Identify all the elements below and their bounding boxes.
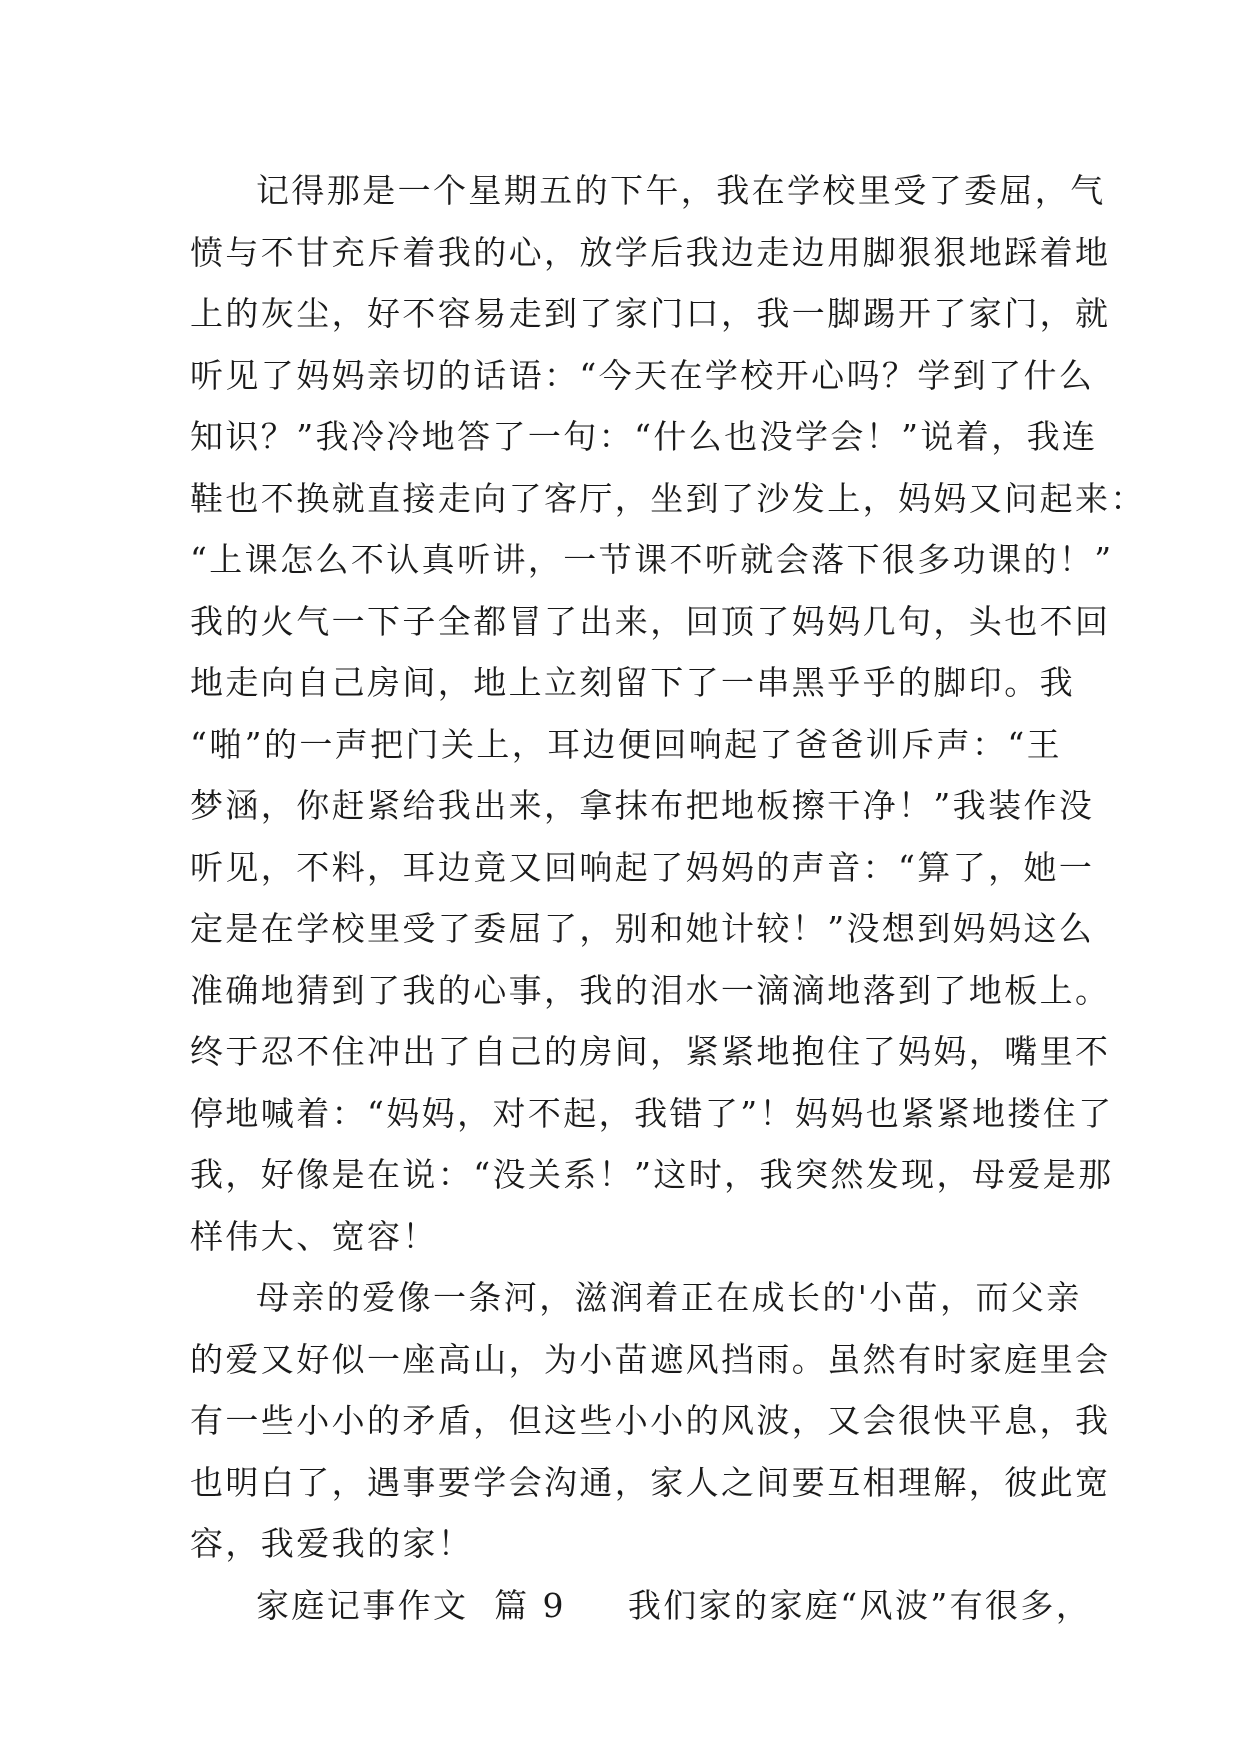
text-line: 容，我爱我的家！ <box>190 1524 474 1563</box>
text-line: 也明白了，遇事要学会沟通，家人之间要互相理解，彼此宽 <box>190 1462 1111 1502</box>
text-line: 样伟大、宽容！ <box>190 1216 438 1256</box>
text-line: 听见了妈妈亲切的话语：“今天在学校开心吗？学到了什么 <box>190 355 1095 395</box>
text-line: 记得那是一个星期五的下午，我在学校里受了委屈，气 <box>256 171 1106 210</box>
text-line: “啪”的一声把门关上，耳边便回响起了爸爸训斥声：“王 <box>190 724 1063 764</box>
text-line: 有一些小小的矛盾，但这些小小的风波，又会很快平息，我 <box>190 1401 1111 1440</box>
text-line: 鞋也不换就直接走向了客厅，坐到了沙发上，妈妈又问起来： <box>190 478 1146 518</box>
paragraph-1 <box>190 160 1146 1267</box>
text-line: 的爱又好似一座高山，为小苗遮风挡雨。虽然有时家庭里会 <box>190 1339 1111 1379</box>
text-line: 停地喊着：“妈妈，对不起，我错了”！妈妈也紧紧地搂住了 <box>190 1093 1114 1133</box>
text-line: 知识？”我冷冷地答了一句：“什么也没学会！”说着，我连 <box>190 417 1098 456</box>
text-line: 我，好像是在说：“没关系！”这时，我突然发现，母爱是那 <box>190 1155 1114 1194</box>
text-line: 终于忍不住冲出了自己的房间，紧紧地抱住了妈妈，嘴里不 <box>190 1032 1111 1071</box>
text-line: 上的灰尘，好不容易走到了家门口，我一脚踢开了家门，就 <box>190 294 1111 333</box>
text-line: 愤与不甘充斥着我的心，放学后我边走边用脚狠狠地踩着地 <box>190 232 1111 272</box>
essay-body <box>190 160 1146 1636</box>
text-line: 我的火气一下子全都冒了出来，回顶了妈妈几句，头也不回 <box>190 601 1111 641</box>
paragraph-2 <box>190 1267 1111 1575</box>
text-line: “上课怎么不认真听讲，一节课不听就会落下很多功课的！” <box>190 540 1114 579</box>
text-line: 准确地猜到了我的心事，我的泪水一滴滴地落到了地板上。 <box>190 970 1111 1010</box>
text-line: 听见，不料，耳边竟又回响起了妈妈的声音：“算了，她一 <box>190 847 1095 887</box>
text-line: 梦涵，你赶紧给我出来，拿抹布把地板擦干净！”我装作没 <box>190 786 1095 825</box>
text-line: 母亲的爱像一条河，滋润着正在成长的'小苗，而父亲 <box>256 1278 1082 1317</box>
section-text: 我们家的家庭“风波”有很多， <box>627 1585 1092 1625</box>
text-line: 定是在学校里受了委屈了，别和她计较！”没想到妈妈这么 <box>190 909 1095 948</box>
section-heading-line <box>190 1575 1092 1637</box>
section-title: 家庭记事作文 篇 9 <box>256 1585 566 1625</box>
text-line: 地走向自己房间，地上立刻留下了一串黑乎乎的脚印。我 <box>190 663 1075 702</box>
